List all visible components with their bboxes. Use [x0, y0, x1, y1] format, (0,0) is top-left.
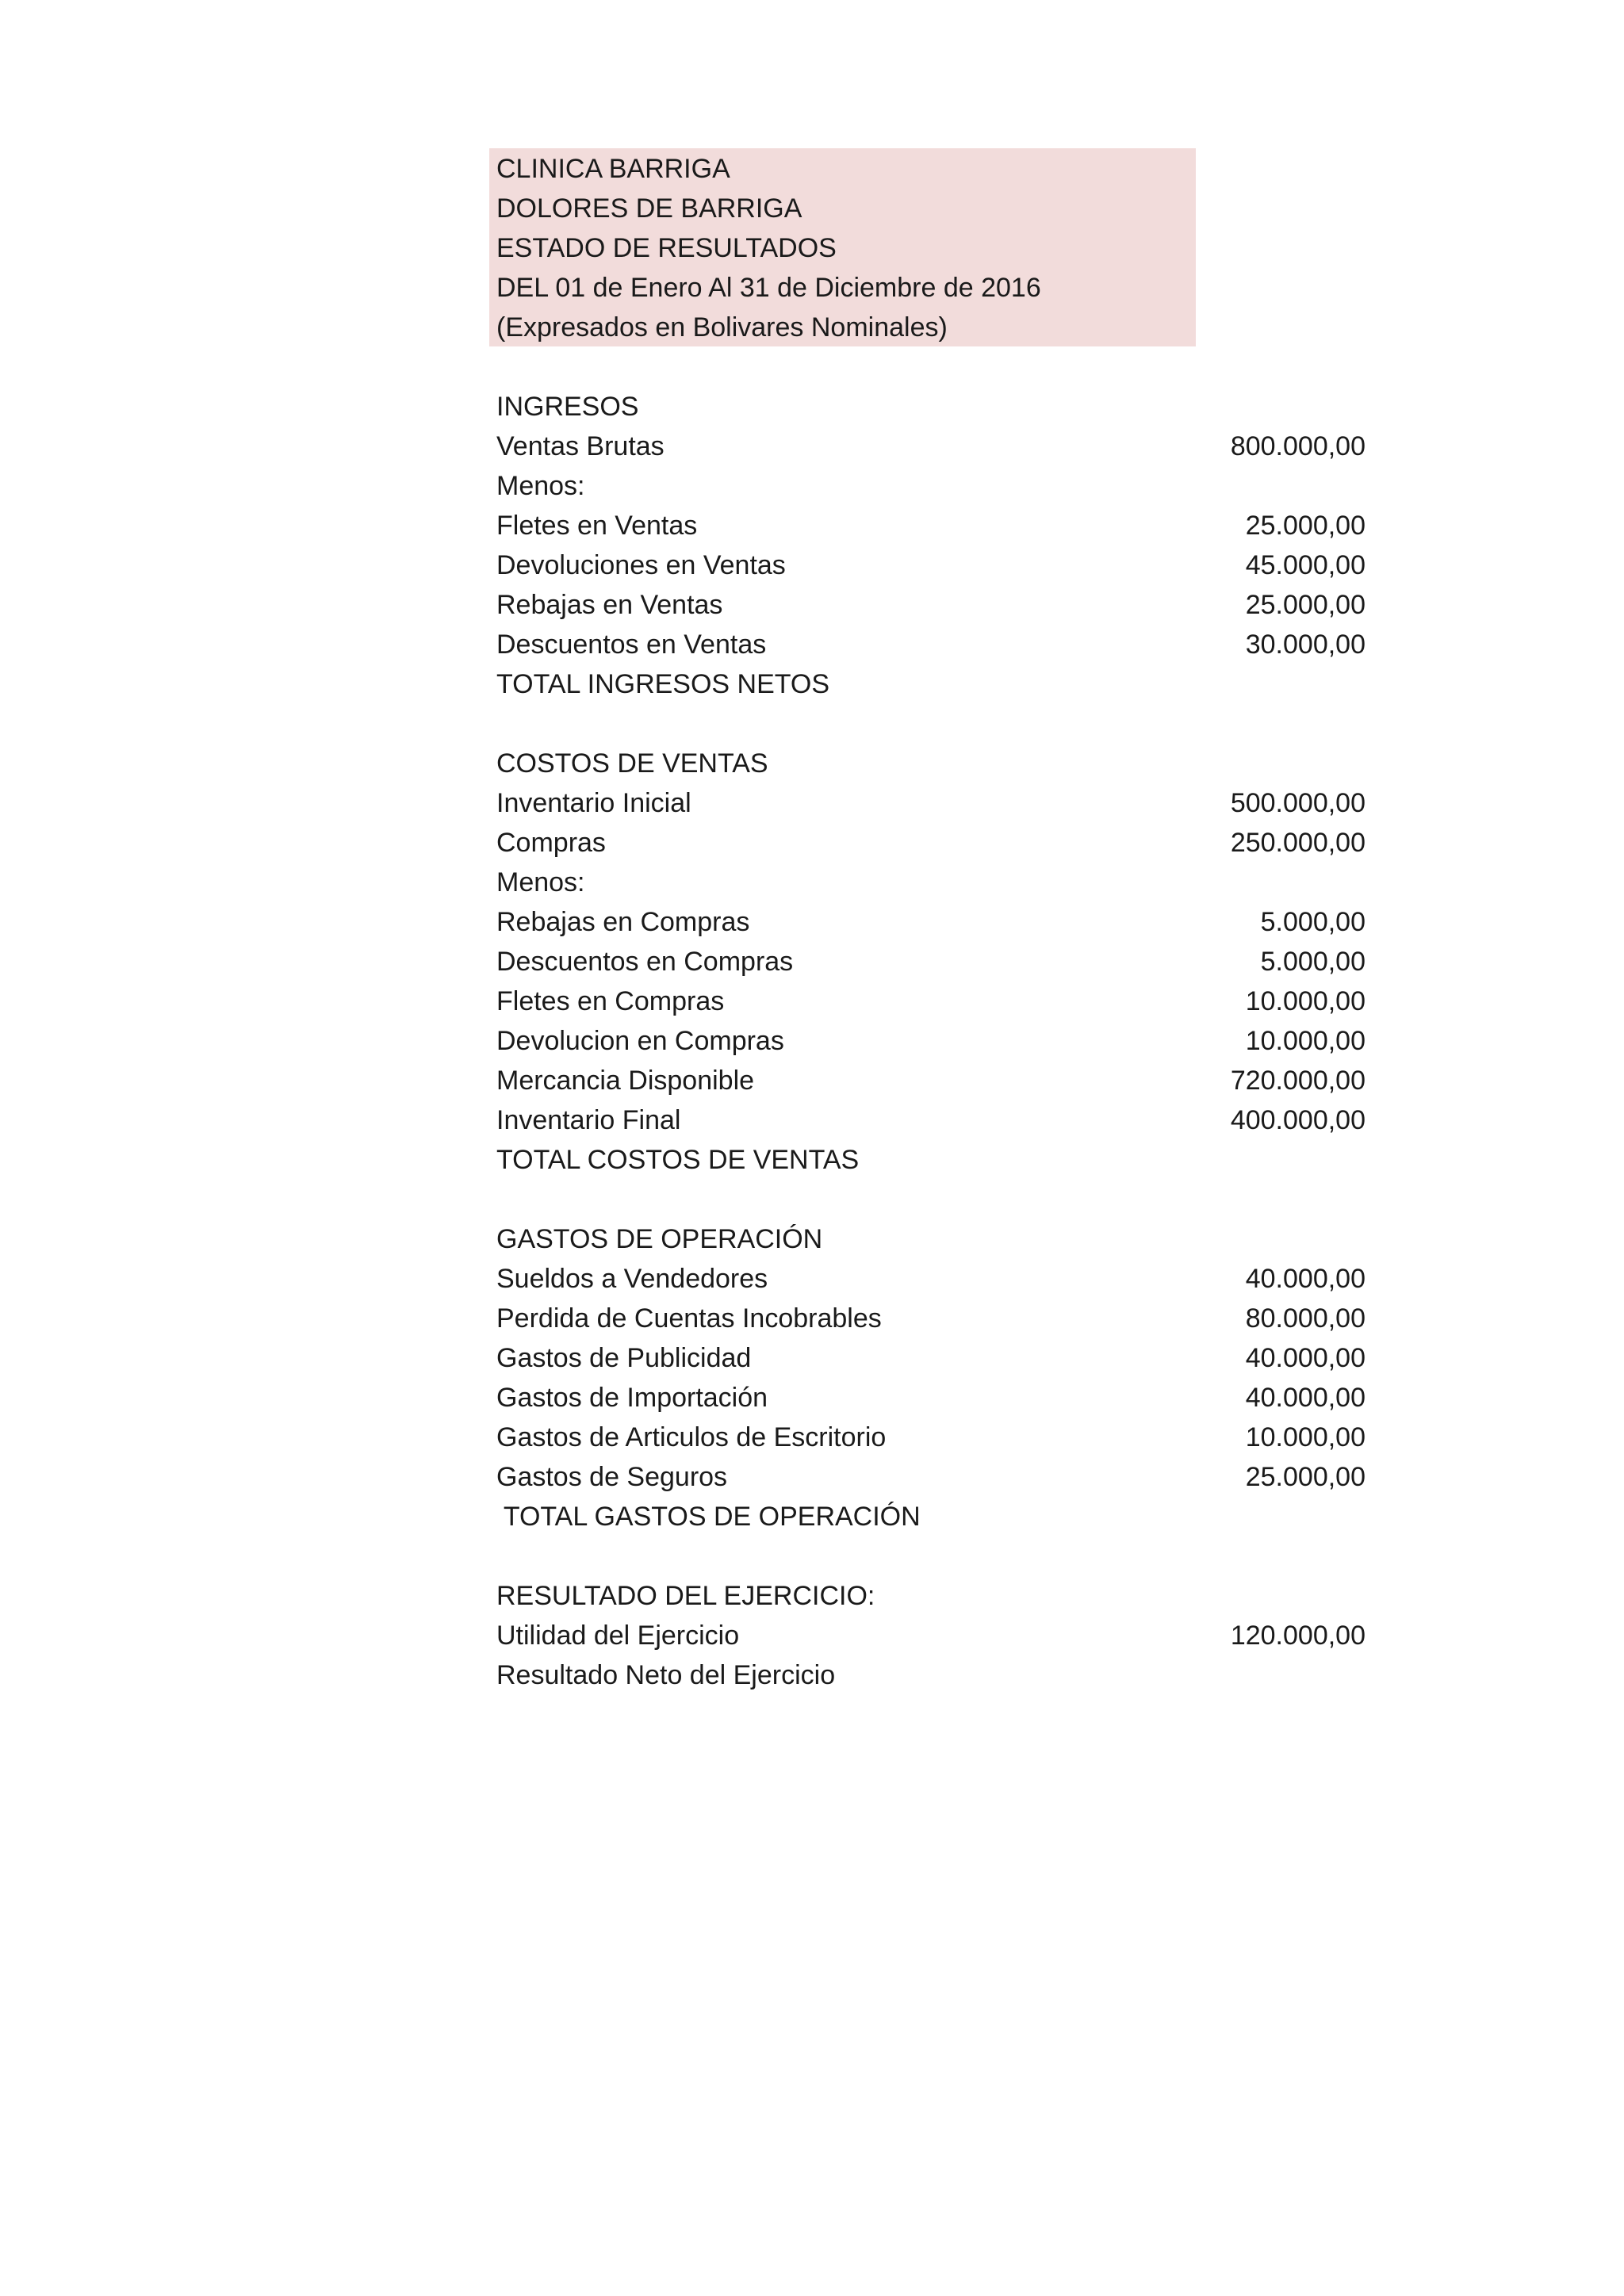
row-label: Rebajas en Ventas [496, 590, 723, 620]
row-label: Gastos de Publicidad [496, 1343, 752, 1373]
row-label: Utilidad del Ejercicio [496, 1621, 740, 1651]
resultado-neto-label: Resultado Neto del Ejercicio [496, 1660, 836, 1690]
row-amount: 25.000,00 [1245, 590, 1365, 620]
total-costos-label: TOTAL COSTOS DE VENTAS [496, 1145, 860, 1175]
row-amount: 120.000,00 [1230, 1621, 1365, 1651]
row-amount: 720.000,00 [1230, 1066, 1365, 1096]
row-label: Fletes en Compras [496, 986, 725, 1016]
row-amount: 45.000,00 [1245, 550, 1365, 580]
row-label: Sueldos a Vendedores [496, 1264, 768, 1294]
menos-label: Menos: [496, 867, 585, 897]
owner-name: DOLORES DE BARRIGA [496, 193, 802, 224]
row-amount: 10.000,00 [1245, 1026, 1365, 1056]
total-ingresos-label: TOTAL INGRESOS NETOS [496, 669, 830, 699]
section-title-ingresos: INGRESOS [496, 392, 639, 422]
total-gastos-label: TOTAL GASTOS DE OPERACIÓN [496, 1502, 921, 1532]
row-label: Devolucion en Compras [496, 1026, 784, 1056]
row-amount: 40.000,00 [1245, 1264, 1365, 1294]
row-amount: 400.000,00 [1230, 1105, 1365, 1135]
row-amount: 5.000,00 [1260, 947, 1365, 977]
row-amount: 40.000,00 [1245, 1343, 1365, 1373]
row-amount: 30.000,00 [1245, 629, 1365, 660]
row-amount: 10.000,00 [1245, 986, 1365, 1016]
row-label: Gastos de Importación [496, 1383, 768, 1413]
row-amount: 25.000,00 [1245, 511, 1365, 541]
row-label: Inventario Final [496, 1105, 681, 1135]
row-label: Inventario Inicial [496, 788, 691, 818]
row-amount: 40.000,00 [1245, 1383, 1365, 1413]
row-label: Fletes en Ventas [496, 511, 698, 541]
row-label: Perdida de Cuentas Incobrables [496, 1303, 882, 1334]
row-amount: 5.000,00 [1260, 907, 1365, 937]
row-label: Compras [496, 828, 606, 858]
row-amount: 10.000,00 [1245, 1422, 1365, 1452]
row-label: Rebajas en Compras [496, 907, 750, 937]
statement-period: DEL 01 de Enero Al 31 de Diciembre de 2016 [496, 273, 1041, 303]
row-label: Descuentos en Ventas [496, 629, 767, 660]
row-label: Devoluciones en Ventas [496, 550, 786, 580]
company-name: CLINICA BARRIGA [496, 154, 730, 184]
row-amount: 80.000,00 [1245, 1303, 1365, 1334]
row-amount: 25.000,00 [1245, 1462, 1365, 1492]
menos-label: Menos: [496, 471, 585, 501]
section-title-resultado: RESULTADO DEL EJERCICIO: [496, 1581, 875, 1611]
section-title-costos: COSTOS DE VENTAS [496, 748, 768, 779]
currency-note: (Expresados en Bolivares Nominales) [496, 312, 948, 342]
row-label: Descuentos en Compras [496, 947, 794, 977]
statement-title: ESTADO DE RESULTADOS [496, 233, 837, 263]
row-amount: 250.000,00 [1230, 828, 1365, 858]
section-title-gastos: GASTOS DE OPERACIÓN [496, 1224, 823, 1254]
row-amount: 500.000,00 [1230, 788, 1365, 818]
row-label: Ventas Brutas [496, 431, 665, 461]
row-label: Mercancia Disponible [496, 1066, 755, 1096]
row-label: Gastos de Articulos de Escritorio [496, 1422, 887, 1452]
row-amount: 800.000,00 [1230, 431, 1365, 461]
row-label: Gastos de Seguros [496, 1462, 728, 1492]
